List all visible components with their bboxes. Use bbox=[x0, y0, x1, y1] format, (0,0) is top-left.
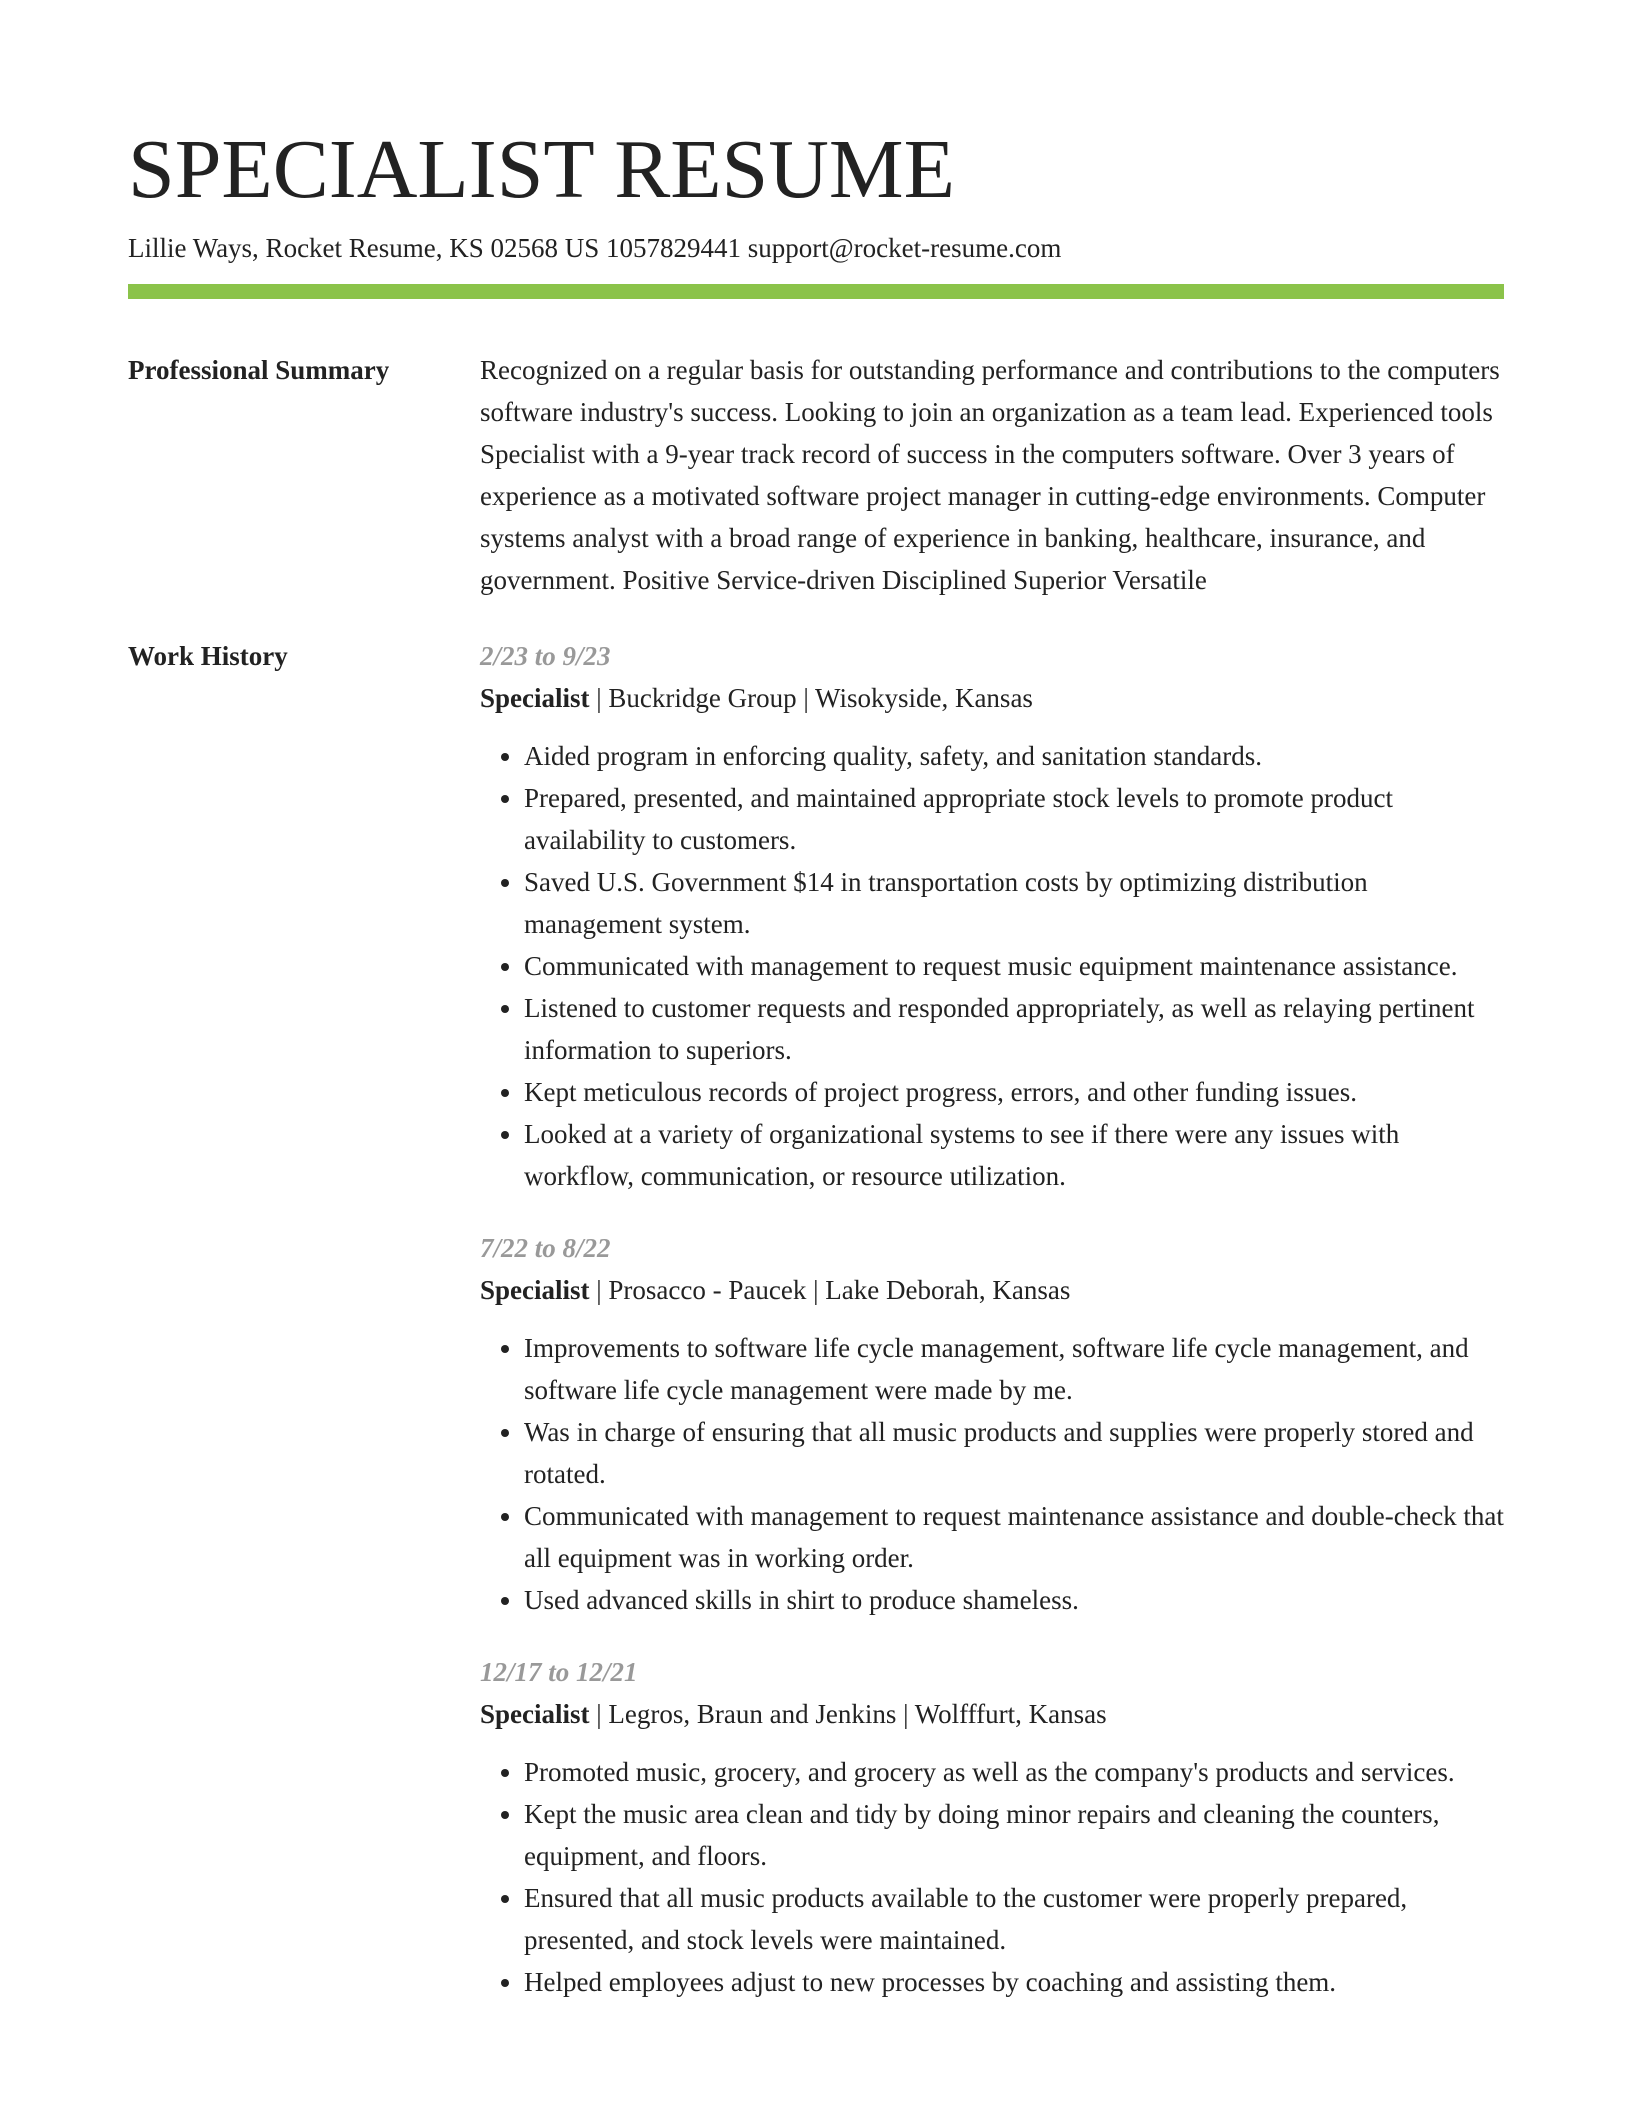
job-dates: 2/23 to 9/23 bbox=[480, 641, 611, 671]
job-bullet: • Ensured that all music products available to the customer were properly prepared, presented, and stock levels were maintained. bbox=[524, 1877, 1504, 1961]
section-label-summary: Professional Summary bbox=[128, 355, 390, 385]
section-label-work-history: Work History bbox=[128, 641, 288, 671]
work-history-body bbox=[480, 635, 1504, 2033]
job-bullet: • Kept meticulous records of project progress, errors, and other funding issues. bbox=[524, 1071, 1504, 1113]
job-title-line bbox=[480, 1693, 1504, 1735]
job-bullet: • Listened to customer requests and responded appropriately, as well as relaying pertinent information to superiors. bbox=[524, 987, 1504, 1071]
job-details: | Prosacco - Paucek | Lake Deborah, Kansas bbox=[589, 1275, 1071, 1305]
job-bullet: • Kept the music area clean and tidy by doing minor repairs and cleaning the counters, equipment, and floors. bbox=[524, 1793, 1504, 1877]
job-bullet: • Was in charge of ensuring that all music products and supplies were properly stored and rotated. bbox=[524, 1411, 1504, 1495]
job-bullet: • Improvements to software life cycle management, software life cycle management, and software life cycle management were made by me. bbox=[524, 1327, 1504, 1411]
job-bullet: • Helped employees adjust to new processes by coaching and assisting them. bbox=[524, 1961, 1504, 2003]
job-title: Specialist bbox=[480, 1275, 590, 1305]
job-title-line bbox=[480, 677, 1504, 719]
job-title: Specialist bbox=[480, 683, 590, 713]
job-bullet: • Saved U.S. Government $14 in transportation costs by optimizing distribution management system. bbox=[524, 861, 1504, 945]
resume-page bbox=[128, 120, 1504, 2033]
summary-text: Recognized on a regular basis for outstanding performance and contributions to the computers software industry's success. Looking to join an organization as a team lead. Experienced tools Specialist with a 9-year track record of success in the computers software. Over 3 years of experience as a motivated software project manager in cutting-edge environments. Computer systems analyst with a broad range of experience in banking, healthcare, insurance, and government. Positive Service-driven Disciplined Superior Versatile bbox=[480, 355, 1500, 595]
work-history-section bbox=[128, 635, 1504, 2033]
job-bullet: • Communicated with management to request maintenance assistance and double-check that all equipment was in working order. bbox=[524, 1495, 1504, 1579]
job-title-line bbox=[480, 1269, 1504, 1311]
contact-line: Lillie Ways, Rocket Resume, KS 02568 US 1057829441 support@rocket-resume.com bbox=[128, 233, 1062, 263]
job-bullet: • Used advanced skills in shirt to produce shameless. bbox=[524, 1579, 1504, 1621]
job-bullet: • Communicated with management to request music equipment maintenance assistance. bbox=[524, 945, 1504, 987]
job-dates: 12/17 to 12/21 bbox=[480, 1657, 638, 1687]
job-entry bbox=[480, 1227, 1504, 1621]
job-entry bbox=[480, 635, 1504, 1197]
job-bullet: • Promoted music, grocery, and grocery as well as the company's products and services. bbox=[524, 1751, 1504, 1793]
job-dates: 7/22 to 8/22 bbox=[480, 1233, 611, 1263]
resume-title: SPECIALIST RESUME bbox=[128, 123, 955, 216]
job-bullet: • Looked at a variety of organizational systems to see if there were any issues with workflow, communication, or resource utilization. bbox=[524, 1113, 1504, 1197]
summary-body bbox=[480, 349, 1504, 601]
job-title: Specialist bbox=[480, 1699, 590, 1729]
job-details: | Legros, Braun and Jenkins | Wolfffurt, Kansas bbox=[589, 1699, 1107, 1729]
job-bullets bbox=[480, 1327, 1504, 1621]
job-bullets bbox=[480, 735, 1504, 1197]
job-bullets bbox=[480, 1751, 1504, 2003]
job-details: | Buckridge Group | Wisokyside, Kansas bbox=[589, 683, 1033, 713]
job-bullet: • Prepared, presented, and maintained appropriate stock levels to promote product availability to customers. bbox=[524, 777, 1504, 861]
job-entry bbox=[480, 1651, 1504, 2003]
job-bullet: • Aided program in enforcing quality, safety, and sanitation standards. bbox=[524, 735, 1504, 777]
accent-divider bbox=[128, 284, 1504, 299]
professional-summary-section bbox=[128, 349, 1504, 601]
